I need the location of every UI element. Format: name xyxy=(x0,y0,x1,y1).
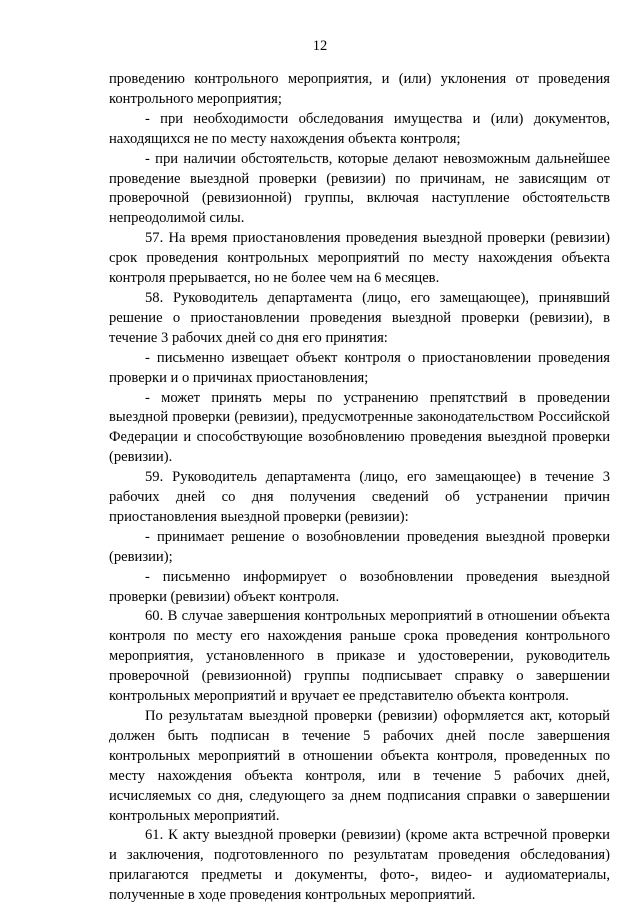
list-item-resume-decision: - принимает решение о возобновлении проведения выездной проверки (ревизии); xyxy=(109,528,610,565)
paragraph-act-results: По результатам выездной проверки (ревизии) оформляется акт, который должен быть подписан в течение 5 рабочих дней после завершения контрольных мероприятий в отношении объекта контроля, проведенных по месту нахождения объекта контроля, или в течение 5 рабочих дней, исчисляемых со дня, следующего за днем подписания справки о завершении контрольных мероприятий. xyxy=(109,708,610,824)
clause-57: 57. На время приостановления проведения выездной проверки (ревизии) срок проведения контрольных мероприятий по месту нахождения объекта контроля прерывается, но не более чем на 6 месяцев. xyxy=(109,230,610,287)
list-item-inspection-property: - при необходимости обследования имущества и (или) документов, находящихся не по месту нахождения объекта контроля; xyxy=(109,110,610,147)
clause-59: 59. Руководитель департамента (лицо, его замещающее) в течение 3 рабочих дней со дня получения сведений об устранении причин приостановления выездной проверки (ревизии): xyxy=(109,469,610,525)
list-item-inform-object: - письменно информирует о возобновлении проведения выездной проверки (ревизии) объект контроля. xyxy=(109,568,610,605)
clause-60: 60. В случае завершения контрольных мероприятий в отношении объекта контроля по месту его нахождения раньше срока проведения контрольного мероприятия, установленного в приказе и удостоверении, руководитель проверочной (ревизионной) группы подписывает справку о завершении контрольных мероприятий и вручает ее представителю объекта контроля. xyxy=(109,608,610,705)
paragraph-continuation: проведению контрольного мероприятия, и (или) уклонения от проведения контрольного мероприятия; xyxy=(109,71,610,107)
clause-61: 61. К акту выездной проверки (ревизии) (кроме акта встречной проверки и заключения, подготовленного по результатам проведения обследования) прилагаются предметы и документы, фото-, видео- и аудиоматериалы, полученные в ходе проведения контрольных мероприятий. xyxy=(109,827,610,904)
list-item-force-majeure: - при наличии обстоятельств, которые делают невозможным дальнейшее проведение выездной проверки (ревизии) по причинам, не зависящим от проверочной (ревизионной) группы, включая наступление обстоятельств непреодолимой силы. xyxy=(109,150,610,227)
page-number: 12 xyxy=(312,38,328,54)
clause-58: 58. Руководитель департамента (лицо, его замещающее), принявший решение о приостановлении проведения выездной проверки (ревизии), в течение 3 рабочих дней со дня его принятия: xyxy=(109,289,610,346)
document-body xyxy=(109,70,610,906)
list-item-remove-obstacles: - может принять меры по устранению препятствий в проведении выездной проверки (ревизии), предусмотренные законодательством Российской Федерации и способствующие возобновлению проведения выездной проверки (ревизии). xyxy=(109,389,610,466)
list-item-notify-object: - письменно извещает объект контроля о приостановлении проведения проверки и о причинах приостановления; xyxy=(109,349,610,386)
